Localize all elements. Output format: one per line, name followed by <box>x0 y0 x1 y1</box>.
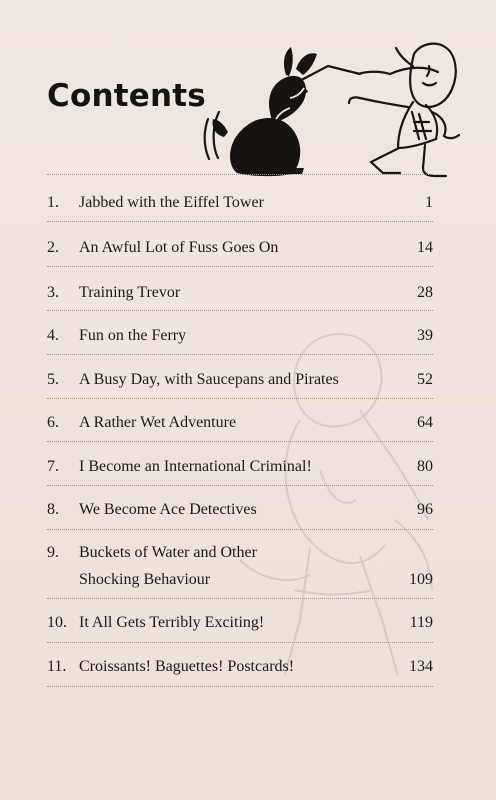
chapter-number: 11. <box>47 658 67 675</box>
chapter-number: 2. <box>47 239 59 256</box>
chapter-number: 10. <box>47 614 67 631</box>
chapter-title-continued: Shocking Behaviour <box>79 571 211 588</box>
rule-after-chapter-1 <box>47 221 433 222</box>
chapter-page-number: 39 <box>417 327 433 344</box>
chapter-number: 7. <box>47 458 59 475</box>
top-rule <box>47 174 433 175</box>
chapter-page-number: 28 <box>417 284 433 301</box>
rule-after-chapter-3 <box>47 310 433 311</box>
rule-after-chapter-9 <box>47 598 433 599</box>
rule-after-chapter-4 <box>47 354 433 355</box>
chapter-title: We Become Ace Detectives <box>79 501 257 518</box>
rule-after-chapter-8 <box>47 529 433 530</box>
chapter-entry-1 <box>47 191 433 215</box>
chapter-number: 1. <box>47 194 59 211</box>
chapter-number: 6. <box>47 414 59 431</box>
page-title: Contents <box>47 78 206 114</box>
chapter-number: 4. <box>47 327 59 344</box>
rule-after-chapter-7 <box>47 485 433 486</box>
rule-after-chapter-6 <box>47 441 433 442</box>
chapter-number: 9. <box>47 544 59 561</box>
chapter-entry-10 <box>47 611 433 635</box>
rule-after-chapter-2 <box>47 266 433 267</box>
chapter-page-number: 119 <box>409 614 433 631</box>
chapter-page-number: 64 <box>417 414 433 431</box>
chapter-entry-5 <box>47 368 433 392</box>
chapter-page-number: 96 <box>417 501 433 518</box>
chapter-page-number: 14 <box>417 239 433 256</box>
chapter-title: Jabbed with the Eiffel Tower <box>79 194 264 211</box>
rule-after-chapter-10 <box>47 642 433 643</box>
chapter-page-number: 1 <box>425 194 433 211</box>
chapter-title: Fun on the Ferry <box>79 327 187 344</box>
chapter-number: 3. <box>47 284 59 301</box>
chapter-title: An Awful Lot of Fuss Goes On <box>79 239 279 256</box>
chapter-title: It All Gets Terribly Exciting! <box>79 614 265 631</box>
chapter-entry-8 <box>47 498 433 522</box>
chapter-title: A Rather Wet Adventure <box>79 414 237 431</box>
chapter-entry-6 <box>47 411 433 435</box>
chapter-title: A Busy Day, with Saucepans and Pirates <box>79 371 339 388</box>
chapter-title: Buckets of Water and Other <box>79 544 257 561</box>
chapter-page-number: 109 <box>409 571 433 588</box>
chapter-number: 5. <box>47 371 59 388</box>
chapter-entry-7 <box>47 455 433 479</box>
chapter-number: 8. <box>47 501 59 518</box>
bottom-rule <box>47 686 433 687</box>
chapter-entry-2 <box>47 236 433 260</box>
chapter-page-number: 80 <box>417 458 433 475</box>
girl-walking-dog-illustration <box>200 36 472 186</box>
rule-after-chapter-5 <box>47 398 433 399</box>
chapter-title: I Become an International Criminal! <box>79 458 312 475</box>
chapter-page-number: 134 <box>409 658 433 675</box>
chapter-entry-4 <box>47 324 433 348</box>
chapter-entry-11 <box>47 655 433 679</box>
chapter-entry-3 <box>47 281 433 305</box>
chapter-title: Croissants! Baguettes! Postcards! <box>79 658 295 675</box>
chapter-title: Training Trevor <box>79 284 181 301</box>
chapter-entry-9 <box>47 541 433 593</box>
chapter-page-number: 52 <box>417 371 433 388</box>
